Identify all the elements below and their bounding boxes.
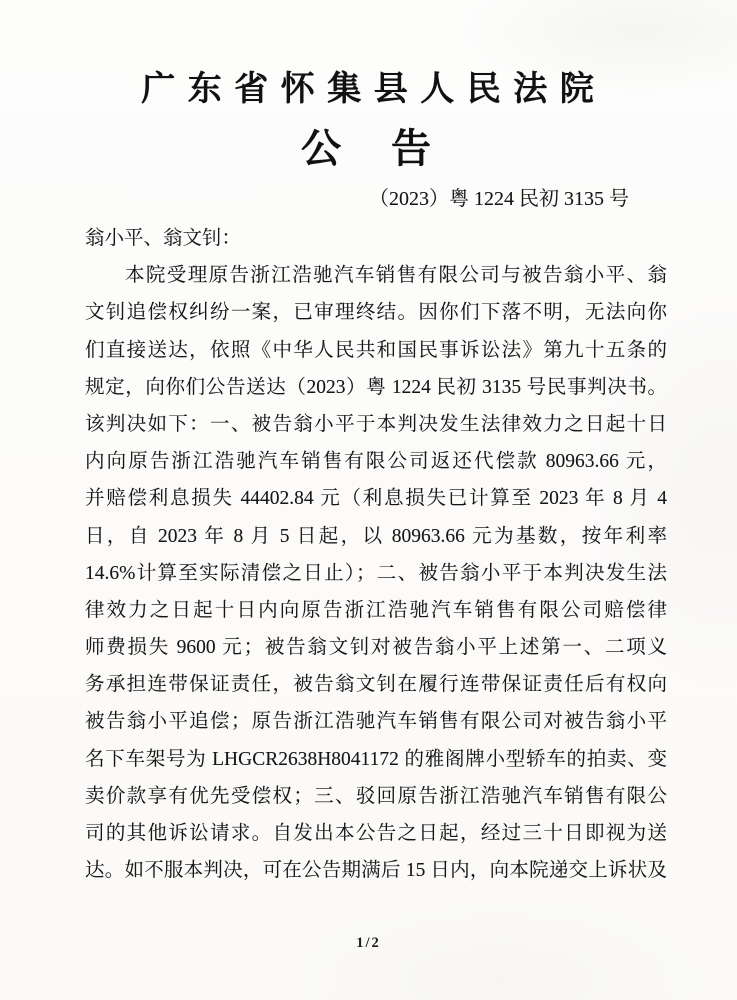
body-line: 并赔偿利息损失 44402.84 元（利息损失已计算至 2023 年 8 月 4 <box>85 488 667 510</box>
body-line: 内向原告浙江浩驰汽车销售有限公司返还代偿款 80963.66 元， <box>85 451 667 473</box>
body-line: 14.6%计算至实际清偿之日止）；二、被告翁小平于本判决发生法 <box>85 562 667 584</box>
salutation: 翁小平、翁文钊： <box>85 228 242 249</box>
body-line: 日，自 2023 年 8 月 5 日起，以 80963.66 元为基数，按年利率 <box>85 525 667 547</box>
court-name-heading: 广 东 省 怀 集 县 人 民 法 院 <box>141 71 596 108</box>
body-line: 文钊追偿权纠纷一案，已审理终结。因你们下落不明，无法向你 <box>85 302 667 324</box>
body-line: 务承担连带保证责任，被告翁文钊在履行连带保证责任后有权向 <box>85 674 667 696</box>
body-line: 名下车架号为 LHGCR2638H8041172 的雅阁牌小型轿车的拍卖、变 <box>85 748 667 770</box>
case-number: （2023）粤 1224 民初 3135 号 <box>369 188 629 210</box>
body-line: 们直接送达，依照《中华人民共和国民事诉讼法》第九十五条的 <box>85 339 667 361</box>
body-line: 该判决如下：一、被告翁小平于本判决发生法律效力之日起十日 <box>85 413 667 435</box>
announcement-body <box>85 220 667 889</box>
body-line: 规定，向你们公告送达（2023）粤 1224 民初 3135 号民事判决书。 <box>85 376 667 398</box>
body-line: 律效力之日起十日内向原告浙江浩驰汽车销售有限公司赔偿律 <box>85 599 667 621</box>
body-line: 被告翁小平追偿；原告浙江浩驰汽车销售有限公司对被告翁小平 <box>85 711 667 733</box>
body-line: 本院受理原告浙江浩驰汽车销售有限公司与被告翁小平、翁 <box>125 265 667 287</box>
body-line: 师费损失 9600 元；被告翁文钊对被告翁小平上述第一、二项义 <box>85 637 667 659</box>
page-number: 1/2 <box>356 935 381 951</box>
body-line: 卖价款享有优先受偿权；三、驳回原告浙江浩驰汽车销售有限公 <box>85 785 667 807</box>
body-line: 司的其他诉讼请求。自发出本公告之日起，经过三十日即视为送 <box>85 823 667 844</box>
body-line: 达。如不服本判决，可在公告期满后 15 日内，向本院递交上诉状及 <box>85 860 667 882</box>
document-title: 公 告 <box>301 126 436 171</box>
